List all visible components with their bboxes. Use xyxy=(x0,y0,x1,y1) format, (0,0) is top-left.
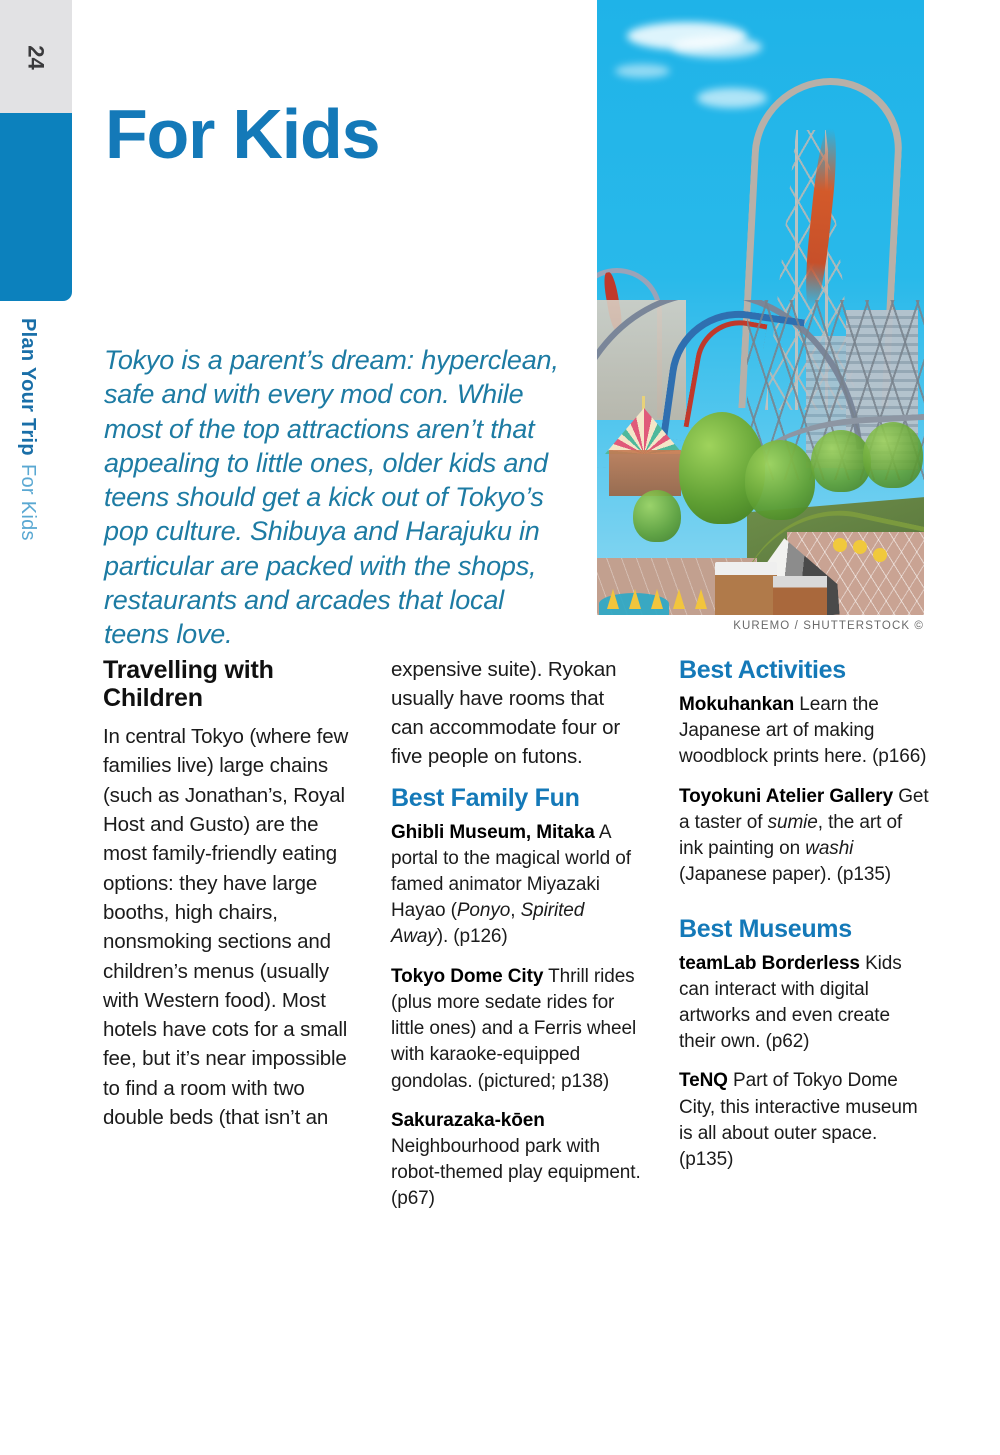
entry-italic: sumie xyxy=(767,811,818,833)
heading-best-activities: Best Activities xyxy=(679,656,846,684)
section-color-tab xyxy=(0,113,72,301)
park-booth xyxy=(773,576,827,615)
lamp-knob xyxy=(853,540,867,554)
column-three xyxy=(679,656,931,1226)
entry-italic: Spirited Away xyxy=(391,900,585,948)
entry-text: Get a taster of xyxy=(679,785,929,833)
entry-text: , the art of ink painting on xyxy=(679,811,903,860)
paragraph-travelling-with-children: In central Tokyo (where few families live) large chains (such as Jonathan’s, Royal Host and Gusto) are the most family-friendly eating options: they have large booths, high chairs, nonsmoking sections and children’s menus (usually with Western food). Most hotels have cots for a small fee, but it’s near impossible to find a room with two double beds (that isn’t an xyxy=(103,725,349,1130)
amusement-park-ground xyxy=(597,300,924,615)
page-number: 24 xyxy=(24,45,49,70)
traffic-cone xyxy=(629,589,641,609)
entry-name: Toyokuni Atelier Gallery xyxy=(679,785,894,807)
entry-name: TeNQ xyxy=(679,1070,728,1092)
entry-text: Part of Tokyo Dome City, this interactive museum is all about outer space. (p135) xyxy=(679,1070,918,1171)
cloud xyxy=(672,36,762,58)
entry-text: (Japanese paper). (p135) xyxy=(679,864,892,886)
entry-text: Kids can interact with digital artworks and even create their own. (p62) xyxy=(679,952,902,1053)
entry-teamlab-borderless xyxy=(679,951,931,1056)
park-kiosk xyxy=(715,562,777,615)
entry-tokyo-dome-city xyxy=(391,964,641,1095)
page-title: For Kids xyxy=(105,94,380,173)
entry-text: , xyxy=(510,900,521,922)
heading-best-museums: Best Museums xyxy=(679,914,852,943)
entry-name: Mokuhankan xyxy=(679,694,795,715)
paragraph-continuation: expensive suite). Ryokan usually have rooms that can accommodate four or five people on futons. xyxy=(391,658,620,768)
entry-text: Learn the Japanese art of making woodblock prints here. (p166) xyxy=(679,694,927,768)
entry-toyokuni-atelier-gallery xyxy=(679,784,931,889)
photo-credit: KUREMO / SHUTTERSTOCK © xyxy=(733,620,924,632)
lamp-knob xyxy=(833,538,847,552)
page-number-tab xyxy=(0,0,72,115)
traffic-cone xyxy=(607,589,619,609)
hero-photo-roller-coaster xyxy=(597,0,924,615)
tree xyxy=(811,430,871,492)
entry-italic: washi xyxy=(805,838,854,860)
side-running-head xyxy=(0,318,56,608)
entry-name: Tokyo Dome City xyxy=(391,965,544,987)
entry-text: Neighbourhood park with robot-themed play equipment. (p67) xyxy=(391,1135,641,1210)
entry-mokuhankan xyxy=(679,692,931,771)
article-columns xyxy=(103,656,931,1226)
entry-text: ). (p126) xyxy=(436,926,508,948)
traffic-cone xyxy=(673,589,685,609)
cloud xyxy=(615,64,670,78)
entry-name: Sakurazaka-kōen xyxy=(391,1109,545,1131)
entry-sakurazaka-koen xyxy=(391,1108,641,1213)
tree xyxy=(863,422,923,488)
tree xyxy=(633,490,681,542)
intro-blurb: Tokyo is a parent’s dream: hyperclean, safe and with every mod con. While most of the top attractions aren’t that appealing to little ones, older kids and teens should get a kick out of Tokyo’s pop culture. Shibuya and Harajuku in particular are packed with the shops, restaurants and arcades that local teens love. xyxy=(104,345,559,650)
traffic-cone-row xyxy=(603,583,723,609)
entry-name: teamLab Borderless xyxy=(679,952,860,974)
column-one xyxy=(103,656,391,1226)
entry-text: A portal to the magical world of famed animator Miyazaki Hayao ( xyxy=(391,821,631,922)
traffic-cone xyxy=(695,589,707,609)
lamp-knob xyxy=(873,548,887,562)
entry-italic: Ponyo xyxy=(456,900,511,922)
entry-text: Thrill rides (plus more sedate rides for little ones) and a Ferris wheel with karaoke-equipped gondolas. (pictured; p138) xyxy=(391,965,637,1092)
tree xyxy=(745,440,815,520)
entry-tenq xyxy=(679,1068,931,1173)
running-head-chapter: Plan Your Trip xyxy=(17,318,40,456)
running-head-section: For Kids xyxy=(17,463,40,541)
entry-ghibli-museum xyxy=(391,820,641,951)
heading-best-family-fun: Best Family Fun xyxy=(391,783,580,812)
carousel-body xyxy=(609,450,681,496)
heading-travelling-with-children: Travelling with Children xyxy=(103,656,274,712)
cloud xyxy=(697,88,767,108)
traffic-cone xyxy=(651,589,663,609)
column-two xyxy=(391,656,679,1226)
entry-name: Ghibli Museum, Mitaka xyxy=(391,821,595,843)
